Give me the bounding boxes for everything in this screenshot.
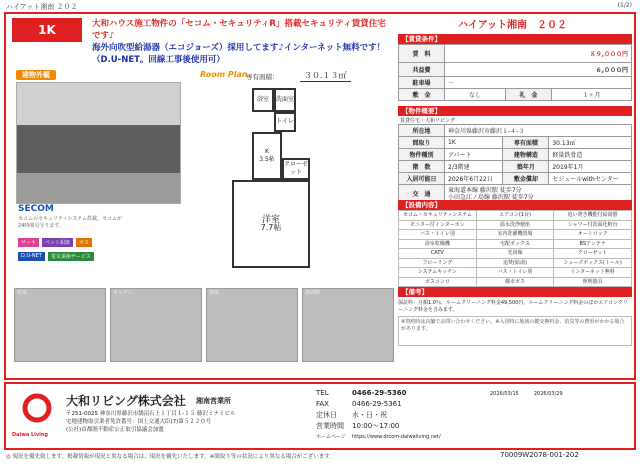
plan-western-room: 洋室 7.7帖 bbox=[232, 180, 310, 268]
equipment-item: フローリング bbox=[399, 259, 477, 269]
equipment-item: 光回線 bbox=[477, 249, 555, 259]
page-number: (1/2) bbox=[617, 2, 632, 9]
section-conditions: 【賃貸条件】 bbox=[398, 34, 632, 44]
equipment-item: セコム・セキュリティシステム bbox=[399, 211, 477, 221]
area-label: 専有面積： bbox=[246, 73, 279, 81]
equipment-item: バス・トイレ別 bbox=[399, 230, 477, 240]
remarks-box: ※契約時は店舗でお問い合わせください。※入居時に地域の鍵交換料金、消臭等の費用がかかる場合があります。 bbox=[398, 316, 632, 346]
company-address: 〒251-0025 神奈川県藤沢市鵠沼石上１丁目１-１５ 藤沢ミナミビル 宅地建物取引業者免許番号：国土交通大臣(7)第５２２０号 (公社)首都圏不動産公正取引協議会加盟 bbox=[66, 411, 236, 433]
document-code: 70009W2078-001-202 bbox=[500, 451, 579, 459]
photo-washroom: 洗面所 bbox=[302, 288, 394, 362]
promo-line-2: 海外向吹型給湯器（エコジョーズ）採用してます♪インターネット無料です！ bbox=[92, 43, 386, 53]
plan-toilet: トイレ bbox=[274, 112, 296, 132]
equipment-grid bbox=[398, 210, 632, 287]
tag-item: サッキ bbox=[18, 238, 39, 247]
layout-badge: 1K bbox=[12, 18, 82, 42]
tag-item: ガス bbox=[76, 238, 92, 247]
floor-plan bbox=[232, 88, 316, 288]
tag-item: D.U-NET bbox=[18, 252, 45, 261]
remarks-text: 保証料：月額1.0％、ルームクリーニング料金49,500円、ルームクリーニング料金のほかエアコンクリーニング料金を含みます。 bbox=[398, 300, 628, 313]
section-equipment: 【設備内容】 bbox=[398, 200, 632, 210]
promo-line-1: 大和ハウス施工物件の「セコム・セキュリティR」搭載セキュリティ賃貸住宅です♪ bbox=[92, 19, 386, 41]
photo-kitchen: キッチン bbox=[110, 288, 202, 362]
equipment-item: ガスコンロ bbox=[399, 278, 477, 288]
secom-note: セコムのセキュリティシステム搭載。セコムが24時間見守ります。 bbox=[18, 216, 123, 229]
equipment-item: システムキッチン bbox=[399, 268, 477, 278]
plan-kitchen: K 3.5帖 bbox=[252, 132, 282, 180]
equipment-item: 宅配ボックス bbox=[477, 240, 555, 250]
feature-tags-2 bbox=[18, 252, 94, 261]
tag-item: 電気乗換サービス bbox=[48, 252, 94, 261]
exterior-photo bbox=[16, 82, 181, 204]
dates-block: 2026/03/15 2026/03/29 bbox=[490, 391, 563, 397]
equipment-item: 浴室乾燥機 bbox=[399, 240, 477, 250]
equipment-item: インターネット無料 bbox=[554, 268, 632, 278]
promo-line-3: （D.U-NET。回線工事後使用可） bbox=[92, 55, 225, 65]
equipment-item: オートロック bbox=[554, 230, 632, 240]
property-kind: 賃貸住宅・大和リビング bbox=[400, 118, 455, 124]
equipment-item: モニター付インターホン bbox=[399, 221, 477, 231]
equipment-item: 追い焚き機能付給湯器 bbox=[554, 211, 632, 221]
equipment-item: シャワー付洗面化粧台 bbox=[554, 221, 632, 231]
equipment-item: 照明器具 bbox=[554, 278, 632, 288]
header-title: ハイアット湘南 ２０２ bbox=[6, 3, 78, 11]
bottom-note: ◎ 現況を優先致します。掲載情報が現況と異なる場合は、現況を優先いたします。※間取り等の状況により異なる場合がございます。 bbox=[6, 454, 335, 460]
equipment-item: 温水洗浄便座 bbox=[477, 221, 555, 231]
room-plan-label: Room Plan bbox=[200, 70, 248, 79]
photo-bath: 浴室 bbox=[206, 288, 298, 362]
plan-closet: クローゼット bbox=[282, 158, 310, 180]
contact-info: TEL 0466-29-5360 FAX 0466-29-5361 定休日 水・日・祝 営業時間 10:00～17:00 ホームページ https://www.drcom-daiwaliving.net/ bbox=[316, 389, 441, 440]
equipment-item: 追焚(給湯) bbox=[477, 259, 555, 269]
company-branch: 湘南営業所 bbox=[196, 397, 231, 405]
company-name: 大和リビング株式会社 bbox=[66, 394, 186, 408]
equipment-item: シューズボックス(トール) bbox=[554, 259, 632, 269]
plan-wash: 洗面室 bbox=[274, 88, 296, 112]
promo-text bbox=[92, 18, 392, 66]
daiwa-logo-icon bbox=[12, 388, 62, 438]
daiwa-logo-text: Daiwa Living bbox=[12, 432, 48, 438]
equipment-item: BSアンテナ bbox=[554, 240, 632, 250]
homepage-link[interactable]: https://www.drcom-daiwaliving.net/ bbox=[352, 434, 441, 440]
section-remarks: 【備考】 bbox=[398, 287, 632, 297]
interior-photos bbox=[14, 288, 394, 362]
conditions-table: 賃 料 ８９,０００円 共益費 ６,０００円 駐車場 － 敷 金 なし 礼 金 １ヶ月 bbox=[398, 44, 632, 101]
section-property: 【物件概要】 bbox=[398, 106, 632, 116]
equipment-item: クローゼット bbox=[554, 249, 632, 259]
property-title: ハイアット湘南 ２０２ bbox=[458, 19, 567, 31]
equipment-item: 都市ガス bbox=[477, 278, 555, 288]
exterior-label: 建物外観 bbox=[16, 70, 56, 80]
tag-item: ペット相談 bbox=[42, 238, 73, 247]
equipment-item: CATV bbox=[399, 249, 477, 259]
plan-bath: 浴室 bbox=[252, 88, 274, 112]
feature-tags bbox=[18, 238, 92, 247]
photo-room: 居室 bbox=[14, 288, 106, 362]
equipment-item: バス・トイレ別 bbox=[477, 268, 555, 278]
secom-logo: SECOM bbox=[18, 204, 54, 214]
equipment-item: 室内洗濯機置場 bbox=[477, 230, 555, 240]
equipment-item: エアコン(1台) bbox=[477, 211, 555, 221]
area-value: ３０.１３㎡ bbox=[300, 70, 351, 82]
property-table: 所在地 神奈川県藤沢市藤沢１-４-３ 間取り 1K 専有面積 30.13㎡ 物件種別 アパート 建物構造 軽量鉄骨造 階 数 2/3階建 築年月 2019年1月 入居可能日 2026年6月22日 敷金償却 セジュールwithセンター 交 通 東海道本線 藤沢駅 徒歩7分 小田急江ノ島線 藤沢駅 徒歩7分 bbox=[398, 124, 632, 203]
